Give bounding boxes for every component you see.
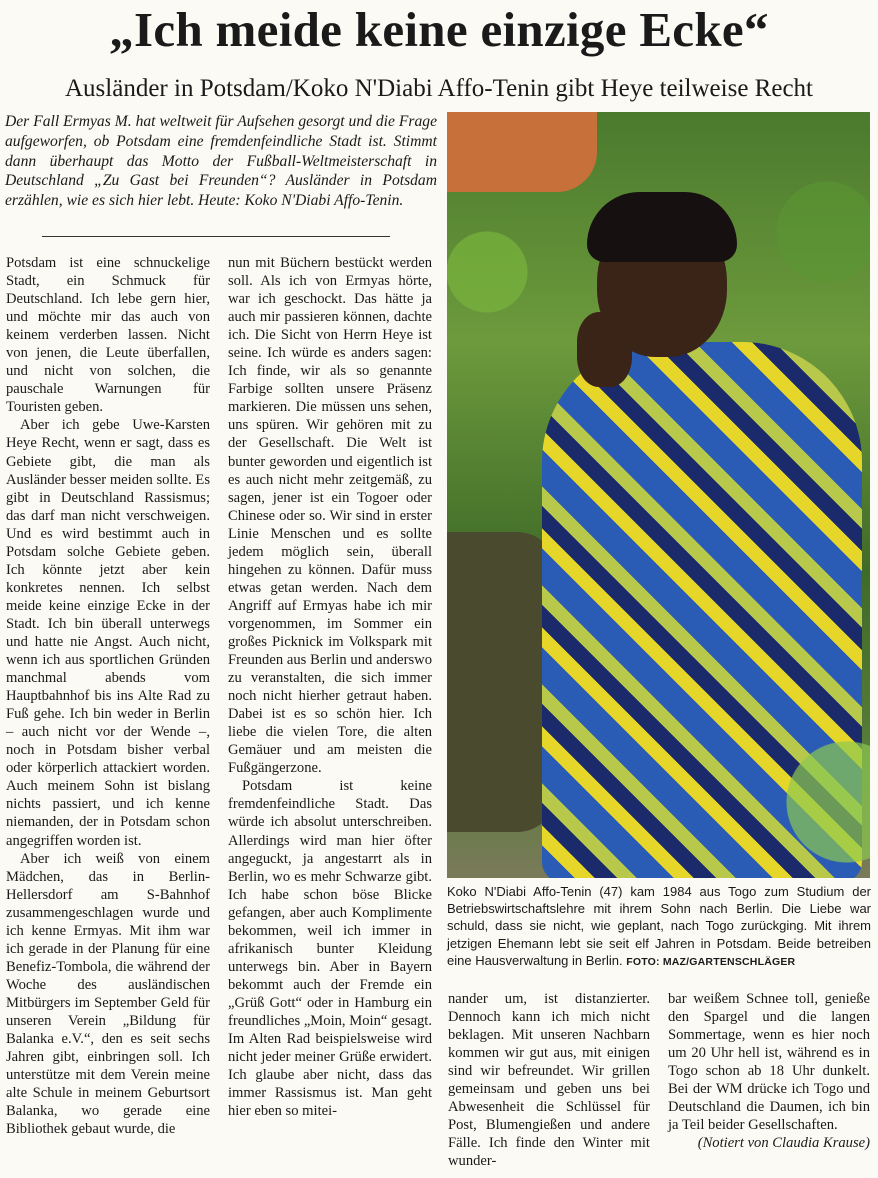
headline: „Ich meide keine einzige Ecke“ [109, 2, 769, 57]
paragraph: Potsdam ist eine schnuckelige Stadt, ein Schmuck für Deutschland. Ich lebe gern hier, und möchte mir das auch von keinem verderben lassen. Nicht von jenen, die Leute überfallen, und nicht von solchen, die pauschale Warnungen für Touristen geben. [6, 255, 210, 416]
article-column-1 [6, 254, 210, 1138]
paragraph: Aber ich weiß von einem Mädchen, das in Berlin-Hellersdorf am S-Bahnhof zusammengeschlagen wurde und ich kenne Ermyas. Mit ihm war ich gerade in der Planung für eine Benefiz-Tombola, die während der Woche des ausländischen Mitbürgers im September Geld für unseren Verein „Bildung für Balanka e.V.“, den es seit sechs Jahren gibt, einbringen soll. Ich unterstütze mit dem Verein meine alte Schule in meinem Geburtsort Balanka, wo gerade eine Bibliothek gebaut wurde, die [6, 850, 210, 1138]
subheadline: Ausländer in Potsdam/Koko N'Diabi Affo-Tenin gibt Heye teilweise Recht [65, 75, 813, 102]
intro-text: Der Fall Ermyas M. hat weltweit für Aufsehen gesorgt und die Frage aufgeworfen, ob Potsdam eine fremdenfeindliche Stadt ist. Stimmt dann überhaupt das Motto der Fußball-Weltmeisterschaft in Deutschland „Zu Gast bei Freunden“? Ausländer in Potsdam erzählen, wie es sich hier lebt. Heute: Koko N'Diabi Affo-Tenin. [5, 113, 437, 210]
plants [447, 112, 870, 878]
paragraph: Aber ich gebe Uwe-Karsten Heye Recht, wenn er sagt, dass es Gebiete gibt, die man als Ausländer besser meiden sollte. Es gibt in Deutschland Rassismus; das darf man nicht verschweigen. Und es wird bestimmt auch in Potsdam solche Gebiete geben. Ich könnte jetzt aber kein konkretes nennen. Ich selbst meide keine einzige Ecke in der Stadt. Ich bin überall unterwegs und hatte nie Angst. Auch nicht, wenn ich aus sportlichen Gründen manchmal abends vom Hauptbahnhof bis ins Alte Rad zu Fuß gehe. Ich bin weder in Berlin – auch nicht vor der Wende –, noch in Potsdam bisher verbal oder körperlich attackiert worden. Auch meinem Sohn ist bislang nichts passiert, und ich kenne niemanden, der in Potsdam schon angegriffen worden ist. [6, 417, 210, 849]
article-column-2 [228, 254, 432, 1120]
article-column-4 [668, 990, 870, 1152]
photo-credit: FOTO: MAZ/GARTENSCHLÄGER [626, 955, 796, 968]
divider-rule [42, 236, 390, 237]
paragraph: nun mit Büchern bestückt werden soll. Als ich von Ermyas hörte, war ich geschockt. Das hätte ja auch mir passieren können, dachte ich. Die Sicht von Herrn Heye ist seine. Ich würde es anders sagen: Ich finde, wir als so genannte Farbige sollten unsere Präsenz markieren. Die müssen uns sehen, uns spüren. Wir gehören mit zu der Gesellschaft. Die Welt ist bunter geworden und eigentlich ist es auch nicht mehr zeitgemäß, zu sagen, jener ist ein Togoer oder Chinese oder so. Wir sind in erster Linie Menschen und es sollte jedem möglich sein, überall hingehen zu können. Dafür muss etwas getan werden. Nach dem Angriff auf Ermyas habe ich mir vorgenommen, im Sommer ein großes Picknick im Volkspark mit Freunden aus Berlin und anderswo zu veranstalten, die sich immer noch nicht hierher getraut haben. Dabei ist es so schön hier. Ich liebe die vielen Tore, die alten Gemäuer und am meisten die Fußgängerzone. [228, 255, 432, 777]
paragraph: bar weißem Schnee toll, genieße den Spargel und die langen Sommertage, wenn es hier noch um 20 Uhr hell ist, während es in Togo schon ab 18 Uhr dunkelt. Bei der WM drücke ich Togo und Deutschland die Daumen, ich bin ja Teil beider Gesellschaften. [668, 991, 870, 1134]
photo-caption [447, 883, 871, 971]
caption-text: Koko N'Diabi Affo-Tenin (47) kam 1984 aus Togo zum Studium der Betriebswirtschaftslehre mit ihrem Sohn nach Berlin. Die Liebe war schuld, dass sie nicht, wie geplant, nach Togo zurückging. Mit ihrem jetzigen Ehemann lebt sie seit elf Jahren in Potsdam. Beide betreiben eine Hausverwaltung in Berlin. [447, 884, 871, 968]
article-column-3 [448, 990, 650, 1170]
portrait-photo [447, 112, 870, 878]
paragraph: Potsdam ist keine fremdenfeindliche Stadt. Das würde ich absolut unterschreiben. Allerdings wird man hier öfter angeguckt, ja angestarrt als in Berlin, wo es mehr Schwarze gibt. Ich habe schon böse Blicke gefangen, aber auch Komplimente bekommen, weil ich immer in afrikanisch bunter Kleidung unterwegs bin. Aber in Bayern bekommt auch der Fremde ein „Grüß Gott“ oder in Hamburg ein freundliches „Moin, Moin“ gesagt. Im Alten Rad beispielsweise wird nicht jeder meiner Grüße erwidert. Ich glaube aber nicht, dass das immer Rassismus ist. Man geht hier eben so mitei- [228, 778, 432, 1120]
paragraph: nander um, ist distanzierter. Dennoch kann ich mich nicht beklagen. Mit unseren Nachbarn kommen wir gut aus, mit einigen sind wir befreundet. Wir grillen gemeinsam und geben uns bei Abwesenheit die Schlüssel für Post, Blumengießen und andere Fälle. Ich finde den Winter mit wunder- [448, 991, 650, 1170]
author-signature: (Notiert von Claudia Krause) [697, 1135, 870, 1152]
